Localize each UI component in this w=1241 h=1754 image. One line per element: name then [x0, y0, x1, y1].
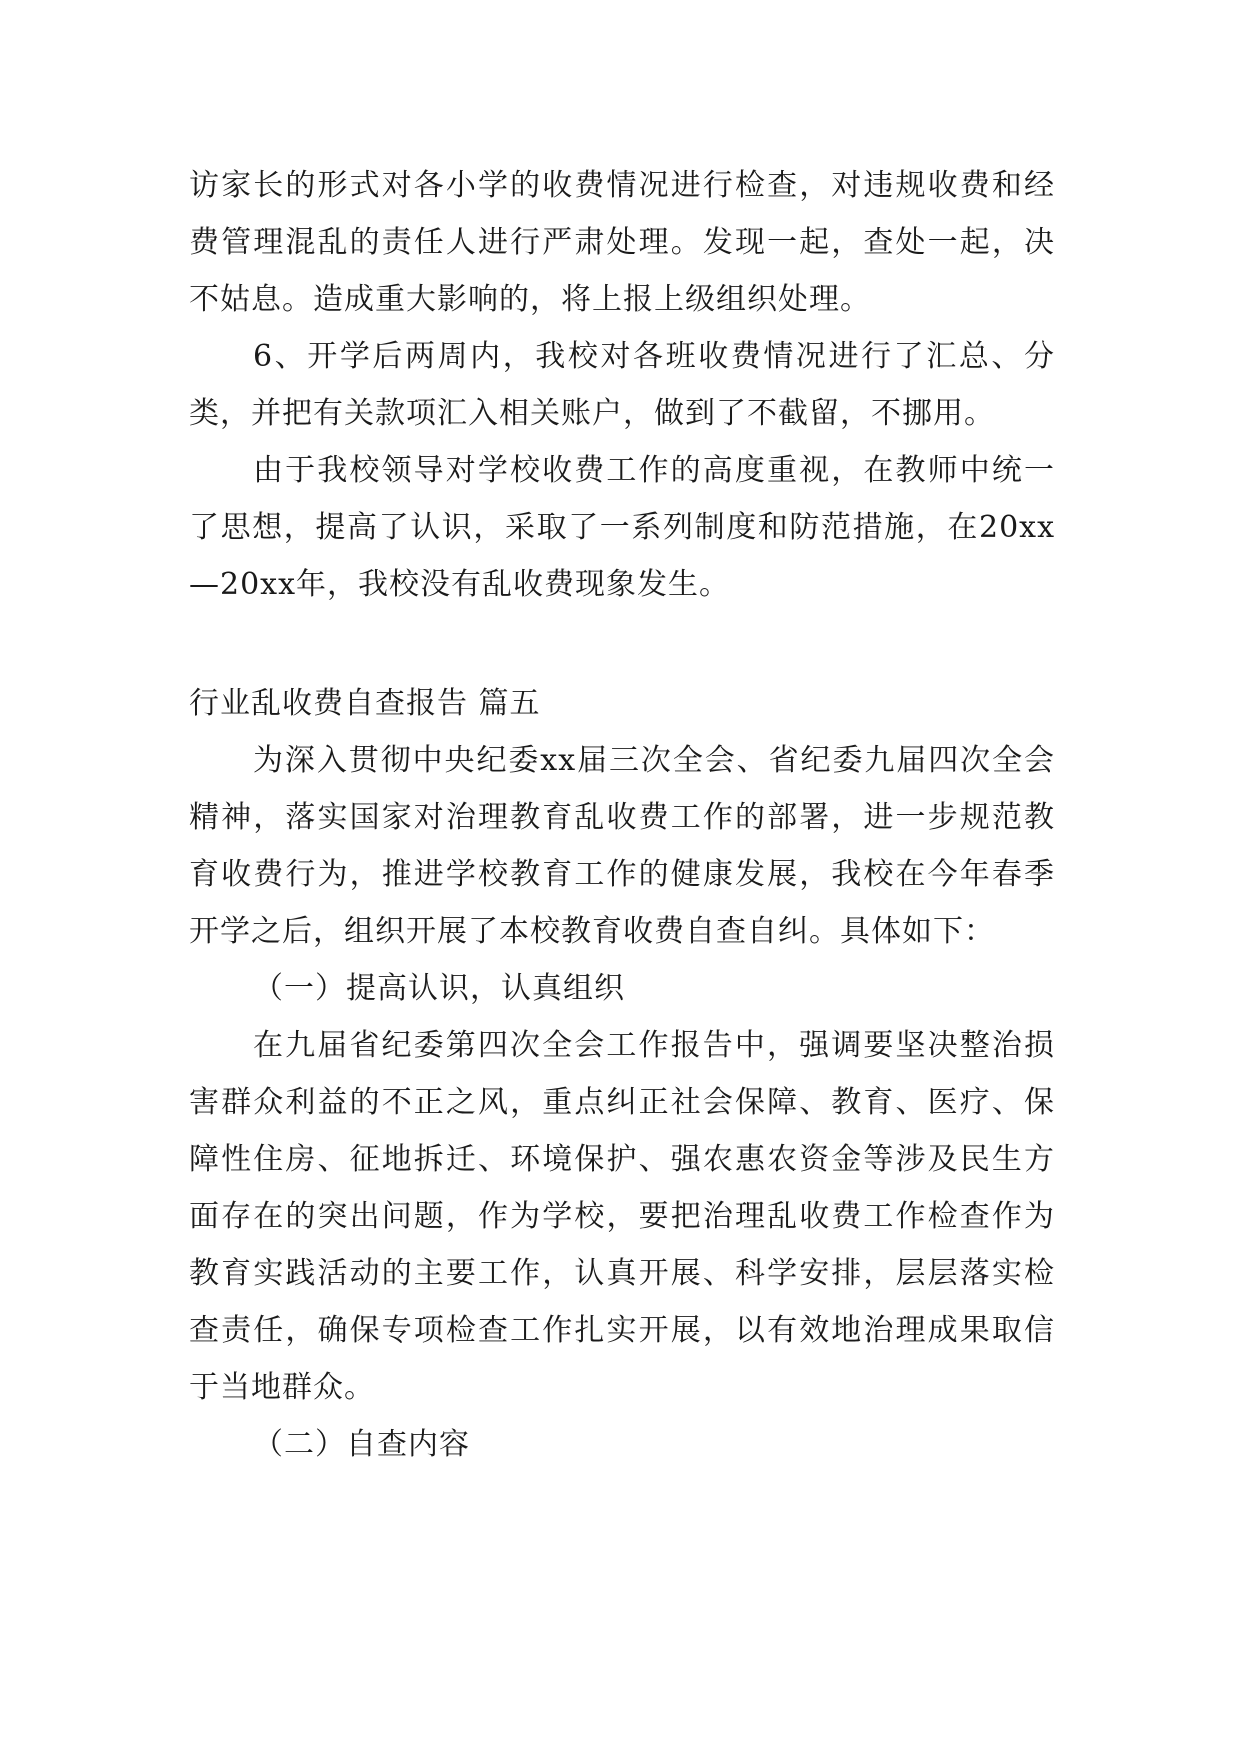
- paragraph-body: 在九届省纪委第四次全会工作报告中，强调要坚决整治损害群众利益的不正之风，重点纠正社会保障、教育、医疗、保障性住房、征地拆迁、环境保护、强农惠农资金等涉及民生方面存在的突出问题，作为学校，要把治理乱收费工作检查作为教育实践活动的主要工作，认真开展、科学安排，层层落实检查责任，确保专项检查工作扎实开展，以有效地治理成果取信于当地群众。: [189, 1028, 1055, 1405]
- paragraph-item-6: 6、开学后两周内，我校对各班收费情况进行了汇总、分类，并把有关款项汇入相关账户，做到了不截留，不挪用。: [189, 339, 1055, 431]
- paragraph-intro: 为深入贯彻中央纪委xx届三次全会、省纪委九届四次全会精神，落实国家对治理教育乱收费工作的部署，进一步规范教育收费行为，推进学校教育工作的健康发展，我校在今年春季开学之后，组织开展了本校教育收费自查自纠。具体如下：: [189, 743, 1055, 949]
- paragraph-conclusion: 由于我校领导对学校收费工作的高度重视，在教师中统一了思想，提高了认识，采取了一系列制度和防范措施，在20xx—20xx年，我校没有乱收费现象发生。: [189, 453, 1055, 602]
- section-heading: 行业乱收费自查报告 篇五: [189, 686, 541, 721]
- text-block-section-five: [189, 675, 1055, 1473]
- paragraph-continued: 访家长的形式对各小学的收费情况进行检查，对违规收费和经费管理混乱的责任人进行严肃处理。发现一起，查处一起，决不姑息。造成重大影响的，将上报上级组织处理。: [189, 168, 1055, 317]
- text-block-continuation: [189, 157, 1055, 613]
- subheading-one: （一）提高认识，认真组织: [253, 971, 625, 1006]
- subheading-two: （二）自查内容: [253, 1427, 470, 1462]
